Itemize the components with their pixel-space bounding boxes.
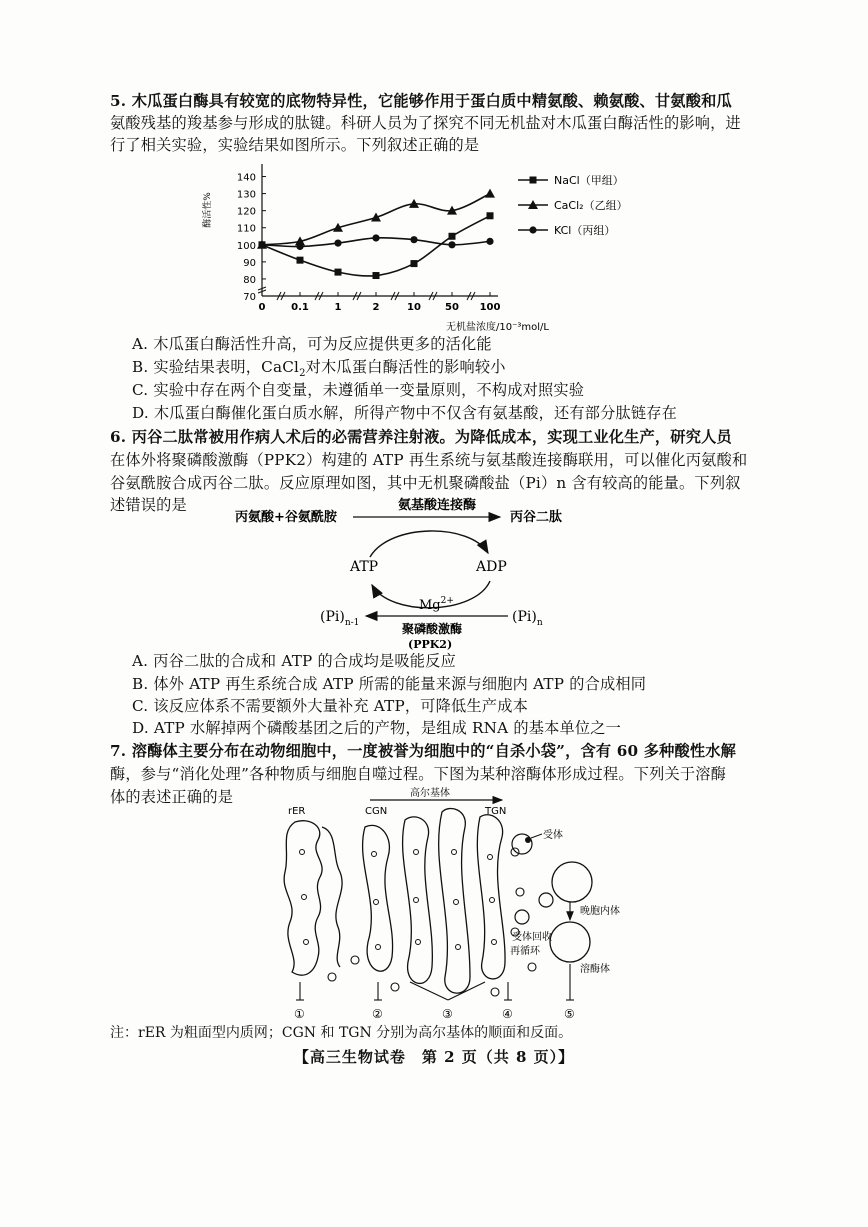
data-point-square (297, 257, 304, 264)
x-tick-label: 100 (479, 302, 501, 313)
q5-line-1: 5. 木瓜蛋白酶具有较宽的底物特异性，它能够作用于蛋白质中精氨酸、赖氨酸、甘氨酸和瓜 (110, 92, 732, 110)
golgi-label: 高尔基体 (410, 788, 450, 799)
lysosome-label: 溶酶体 (580, 964, 610, 975)
receptor-label: 受体 (543, 830, 563, 841)
ligase-label: 氨基酸连接酶 (398, 498, 477, 513)
legend-label: CaCl₂（乙组） (554, 199, 628, 212)
legend-label: NaCl（甲组） (554, 174, 624, 187)
y-tick-label: 140 (236, 172, 256, 184)
q6-option-a: A. 丙谷二肽的合成和 ATP 的合成均是吸能反应 (132, 652, 456, 670)
page-footer: 【高三生物试卷 第 2 页（共 8 页）】 (293, 1048, 575, 1066)
data-point-circle (296, 243, 303, 250)
q5-option-d: D. 木瓜蛋白酶催化蛋白质水解，所得产物中不仅含有氨基酸，还有部分肽链存在 (132, 404, 678, 422)
x-tick-label: 1 (334, 302, 342, 313)
tgn-cisterna (477, 815, 505, 979)
pi-n-1-label: $(Pi)_{n-1}$ (320, 609, 360, 628)
q6-option-c: C. 该反应体系不需要额外大量补充 ATP，可降低生产成本 (132, 697, 528, 715)
data-point-square (449, 233, 456, 240)
q5-option-c: C. 实验中存在两个自变量，未遵循单一变量原则，不构成对照实验 (132, 381, 585, 399)
fusing-vesicle (539, 893, 553, 907)
stage-5-label: ⑤ (564, 1007, 575, 1021)
stage-3-label: ③ (442, 1007, 453, 1021)
mg-label: $Mg^{2+}$ (419, 596, 454, 613)
atp-regeneration-diagram (220, 495, 640, 655)
y-tick-label: 130 (236, 189, 256, 201)
x-tick-label: 10 (407, 302, 421, 313)
data-point-circle (334, 239, 341, 246)
tgn-label: TGN (485, 806, 507, 817)
stage-2-label: ② (372, 1007, 383, 1021)
recycle-label-2: 再循环 (510, 946, 540, 957)
data-point-circle (486, 238, 493, 245)
receptor-vesicle (512, 834, 532, 854)
data-point-circle (410, 236, 417, 243)
data-point-square (373, 272, 380, 279)
golgi-cisterna-1 (403, 817, 433, 984)
chart-legend (518, 174, 628, 237)
y-tick-label: 100 (236, 240, 256, 252)
q7-line-3: 体的表述正确的是 (110, 788, 234, 806)
data-point-square (411, 260, 418, 267)
receptor-dot (525, 837, 531, 843)
x-axis-label: 无机盐浓度/10⁻³mol/L (446, 322, 549, 333)
data-point-square (530, 177, 537, 184)
transport-vesicles (328, 848, 536, 996)
atp-label: ATP (350, 559, 379, 575)
q5-option-b: B. 实验结果表明，CaCl$_2$对木瓜蛋白酶活性的影响较小 (132, 358, 506, 380)
x-tick-label: 2 (372, 302, 380, 313)
lysosome (550, 922, 590, 962)
data-point-circle (448, 241, 455, 248)
q6-line-4: 述错误的是 (110, 496, 187, 514)
enzyme-activity-chart (200, 160, 640, 335)
recycle-label-1: 受体回收 (512, 932, 552, 943)
q7-line-1: 7. 溶酶体主要分布在动物细胞中，一度被誉为细胞中的“自杀小袋”，含有 60 多种酸性水解 (110, 742, 737, 760)
receptor-pointer (531, 834, 542, 838)
data-point-circle (372, 234, 379, 241)
data-point-circle (258, 241, 265, 248)
stage-1-label: ① (294, 1007, 305, 1021)
atp-to-adp-arc (370, 531, 488, 557)
substrate-label: 丙氨酸+谷氨酰胺 (235, 510, 337, 525)
x-tick-label: 50 (445, 302, 459, 313)
q6-line-3: 谷氨酰胺合成丙谷二肽。反应原理如图，其中无机聚磷酸盐（Pi）n 含有较高的能量。下列叙 (110, 474, 741, 492)
q5-line-3: 行了相关实验，实验结果如图所示。下列叙述正确的是 (110, 136, 480, 154)
product-label: 丙谷二肽 (510, 510, 563, 525)
lysosome-formation-diagram (270, 782, 640, 1022)
y-tick-label: 120 (236, 206, 256, 218)
q6-option-b: B. 体外 ATP 再生系统合成 ATP 所需的能量来源与细胞内 ATP 的合成相同 (132, 675, 647, 693)
pi-n-label: $(Pi)_n$ (512, 609, 543, 628)
y-tick-label: 70 (243, 292, 256, 303)
data-point-square (335, 269, 342, 276)
q6-line-2: 在体外将聚磷酸激酶（PPK2）构建的 ATP 再生系统与氨基酸连接酶联用，可以催化丙氨酸和 (110, 451, 748, 469)
stage-4-label: ④ (502, 1007, 513, 1021)
q6-option-d: D. ATP 水解掉两个磷酸基团之后的产物，是组成 RNA 的基本单位之一 (132, 719, 622, 737)
chart-axes (201, 164, 549, 333)
late-endosome-label: 晚胞内体 (580, 906, 620, 917)
y-tick-label: 110 (236, 223, 256, 235)
rer-label: rER (288, 806, 306, 817)
y-tick-label: 80 (243, 274, 256, 286)
data-point-triangle (485, 189, 495, 198)
rer-membrane-2 (322, 827, 342, 967)
data-point-square (487, 212, 494, 219)
adp-label: ADP (476, 559, 507, 575)
chart-series (257, 189, 495, 279)
late-endosome (552, 862, 592, 902)
recycling-vesicle (515, 910, 529, 924)
data-point-circle (529, 226, 536, 233)
legend-label: KCl（丙组） (554, 224, 616, 237)
x-tick-label: 0 (258, 302, 266, 313)
q7-note: 注：rER 为粗面型内质网；CGN 和 TGN 分别为高尔基体的顺面和反面。 (110, 1025, 573, 1041)
q5-option-a: A. 木瓜蛋白酶活性升高，可为反应提供更多的活化能 (132, 335, 492, 353)
q7-line-2: 酶，参与“消化处理”各种物质与细胞自噬过程。下图为某种溶酶体形成过程。下列关于溶酶 (110, 765, 727, 783)
q6-line-1: 6. 丙谷二肽常被用作病人术后的必需营养注射液。为降低成本，实现工业化生产，研究人员 (110, 428, 732, 446)
stage-markers (296, 964, 574, 1000)
ppk2-label: 聚磷酸激酶 (402, 622, 463, 636)
x-tick-label: 0.1 (291, 302, 309, 313)
rer-membrane (284, 821, 322, 975)
ppk2-abbr: (PPK2) (408, 638, 453, 651)
q5-line-2: 氨酸残基的羧基参与形成的肽键。科研人员为了探究不同无机盐对木瓜蛋白酶活性的影响，进 (110, 114, 741, 132)
cgn-label: CGN (365, 806, 388, 817)
y-axis-label: 酶活性% (203, 192, 213, 228)
y-tick-label: 90 (243, 257, 256, 269)
